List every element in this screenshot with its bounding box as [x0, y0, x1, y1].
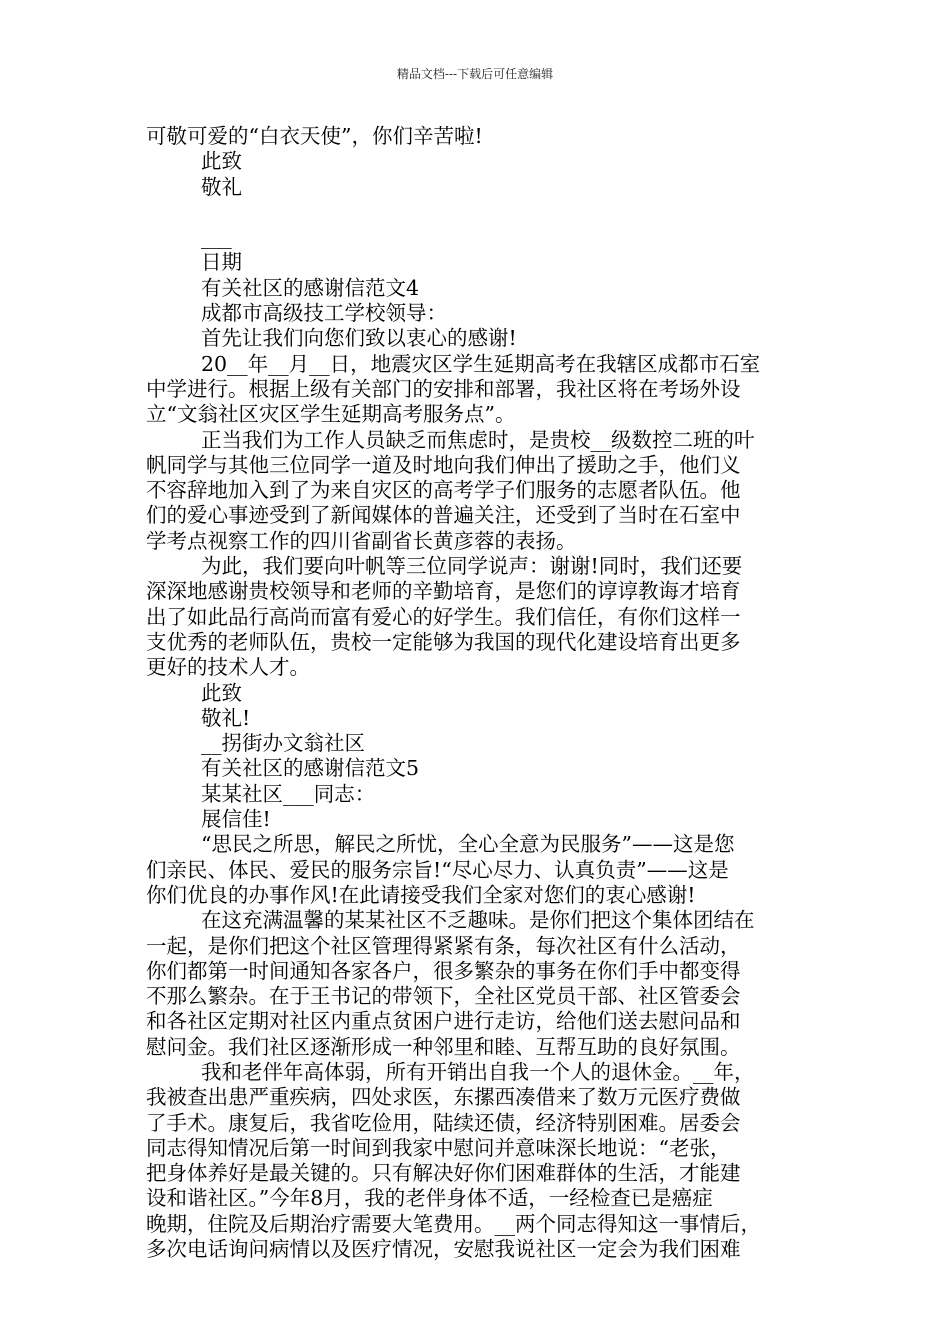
text-line: 此致 [201, 149, 242, 174]
text-line: 你们优良的办事作风!在此请接受我们全家对您们的衷心感谢! [146, 882, 696, 907]
text-line: 首先让我们向您们致以衷心的感谢! [201, 326, 517, 351]
text-line: 深深地感谢贵校领导和老师的辛勤培育，是您们的谆谆教诲才培育 [146, 579, 741, 604]
text-line: 同志得知情况后第一时间到我家中慰问并意味深长地说：“老张， [146, 1135, 731, 1160]
text-line: 敬礼 [201, 174, 242, 199]
text-line: 更好的技术人才。 [146, 655, 310, 680]
text-line: 我和老伴年高体弱，所有开销出自我一个人的退休金。__年， [201, 1059, 755, 1084]
text-line: 不那么繁杂。在于王书记的带领下，全社区党员干部、社区管委会 [146, 984, 741, 1009]
text-line: __拐街办文翁社区 [201, 731, 365, 756]
text-line: 慰问金。我们社区逐渐形成一种邻里和睦、互帮互助的良好氛围。 [146, 1034, 741, 1059]
text-line: ___ [201, 225, 232, 250]
text-line: 多次电话询问病情以及医疗情况，安慰我说社区一定会为我们困难 [146, 1237, 741, 1262]
text-line: 成都市高级技工学校领导： [201, 301, 447, 326]
text-line: 在这充满温馨的某某社区不乏趣味。是你们把这个集体团结在 [201, 908, 755, 933]
text-line: 出了如此品行高尚而富有爱心的好学生。我们信任，有你们这样一 [146, 604, 741, 629]
text-line: 有关社区的感谢信范文5 [201, 756, 420, 781]
text-line: 你们都第一时间通知各家各户，很多繁杂的事务在你们手中都变得 [146, 958, 741, 983]
text-line: 某某社区___同志： [201, 781, 376, 806]
text-line: 了手术。康复后，我省吃俭用，陆续还债，经济特别困难。居委会 [146, 1110, 741, 1135]
text-line: “思民之所思，解民之所忧，全心全意为民服务”——这是您 [201, 832, 735, 857]
text-line: 一起，是你们把这个社区管理得紧紧有条，每次社区有什么活动， [146, 933, 741, 958]
text-line: 们亲民、体民、爱民的服务宗旨!“尽心尽力、认真负责”——这是 [146, 857, 729, 882]
text-line: 我被查出患严重疾病，四处求医，东摞西凑借来了数万元医疗费做 [146, 1085, 741, 1110]
text-line: 把身体养好是最关键的。只有解决好你们困难群体的生活，才能建 [146, 1161, 741, 1186]
text-line: 中学进行。根据上级有关部门的安排和部署，我社区将在考场外设 [146, 376, 741, 401]
text-line: 敬礼! [201, 705, 251, 730]
text-line: 设和谐社区。”今年8月，我的老伴身体不适，一经检查已是癌症 [146, 1186, 713, 1211]
text-line: 20__年__月__日，地震灾区学生延期高考在我辖区成都市石室 [201, 351, 761, 376]
text-line: 此致 [201, 680, 242, 705]
text-line: 正当我们为工作人员缺乏而焦虑时，是贵校__级数控二班的叶 [201, 427, 755, 452]
text-line: 不容辞地加入到了为来自灾区的高考学子们服务的志愿者队伍。他 [146, 478, 741, 503]
text-line: 们的爱心事迹受到了新闻媒体的普遍关注，还受到了当时在石室中 [146, 503, 741, 528]
text-line: 立“文翁社区灾区学生延期高考服务点”。 [146, 402, 516, 427]
text-line: 和各社区定期对社区内重点贫困户进行走访，给他们送去慰问品和 [146, 1009, 741, 1034]
page-header: 精品文档---下载后可任意编辑 [396, 67, 554, 81]
text-line: 为此，我们要向叶帆等三位同学说声：谢谢!同时，我们还要 [201, 554, 743, 579]
text-line: 学考点视察工作的四川省副省长黄彦蓉的表扬。 [146, 528, 577, 553]
text-line [146, 200, 822, 225]
text-line: 帆同学与其他三位同学一道及时地向我们伸出了援助之手，他们义 [146, 452, 741, 477]
text-line: 日期 [201, 250, 242, 275]
document-body [146, 124, 822, 1262]
text-line: 有关社区的感谢信范文4 [201, 275, 420, 300]
text-line: 晚期，住院及后期治疗需要大笔费用。__两个同志得知这一事情后， [146, 1211, 761, 1236]
text-line: 展信佳! [201, 807, 271, 832]
text-line: 支优秀的老师队伍，贵校一定能够为我国的现代化建设培育出更多 [146, 629, 741, 654]
text-line: 可敬可爱的“白衣天使”，你们辛苦啦! [146, 124, 483, 148]
